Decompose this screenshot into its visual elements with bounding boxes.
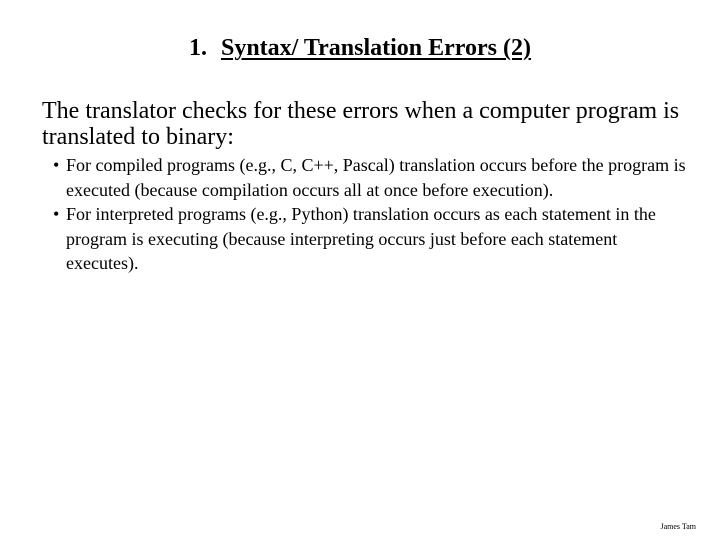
title-text: Syntax/ Translation Errors (2) [220,35,532,61]
bullet-item-interpreted [46,202,686,276]
bullet-marker: • [53,155,60,175]
bullet-list [46,153,686,276]
bullet-text: For interpreted programs (e.g., Python) translation occurs as each statement in the program is executing (because interpreting occurs just before each statement executes). [66,204,656,273]
slide-title [0,33,720,63]
author-footer: James Tam [660,522,696,531]
bullet-item-compiled [46,153,686,202]
bullet-marker: • [53,204,60,224]
intro-paragraph: The translator checks for these errors when a computer program is translated to binary: [42,98,680,150]
bullet-text: For compiled programs (e.g., C, C++, Pascal) translation occurs before the program is executed (because compilation occurs all at once before execution). [66,155,686,200]
title-number: 1. [188,35,207,61]
